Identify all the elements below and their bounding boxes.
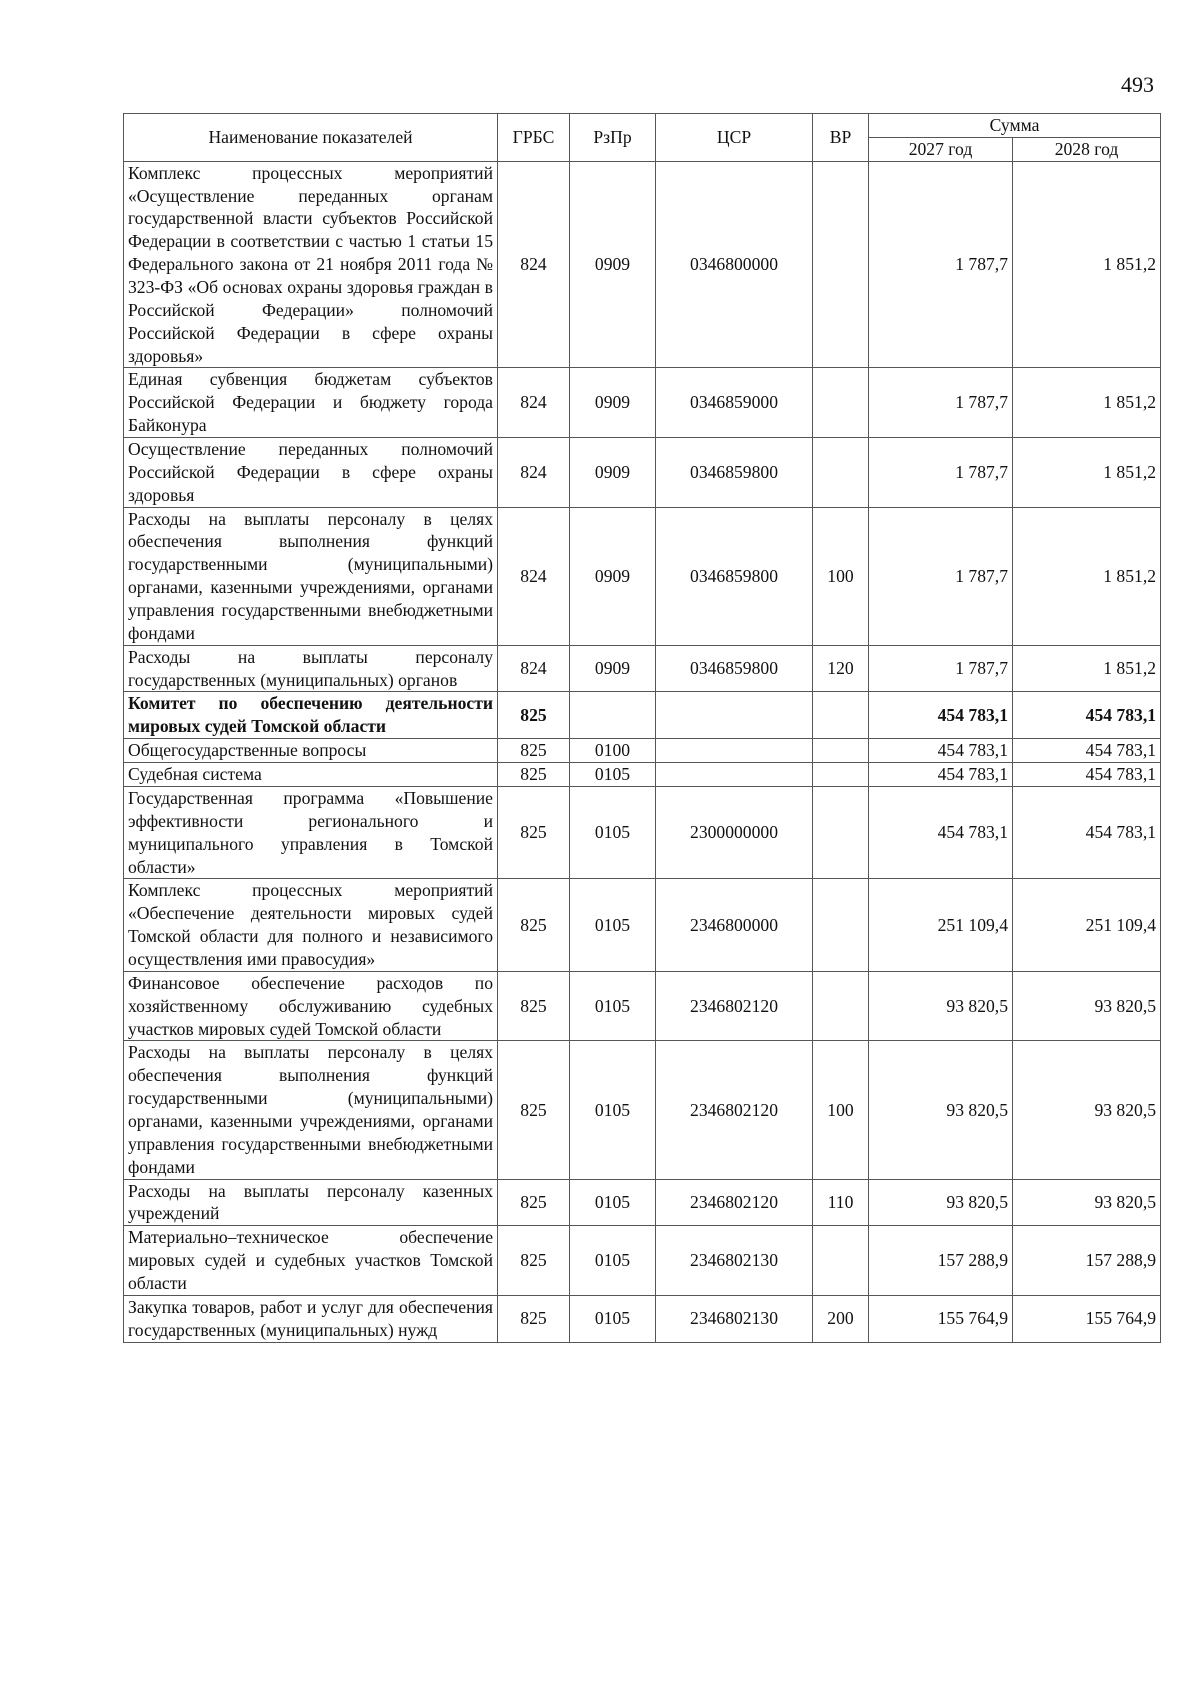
cell-sum-2027: 454 783,1 [869, 692, 1013, 739]
table-row [124, 161, 1161, 368]
cell-sum-2028: 93 820,5 [1013, 1179, 1161, 1226]
cell-rzpr: 0909 [570, 645, 656, 692]
table-body [124, 161, 1161, 1342]
cell-sum-2027: 454 783,1 [869, 786, 1013, 878]
cell-vr [813, 438, 869, 508]
cell-sum-2027: 1 787,7 [869, 161, 1013, 368]
header-row [124, 114, 1161, 138]
cell-rzpr: 0909 [570, 438, 656, 508]
cell-sum-2028: 1 851,2 [1013, 645, 1161, 692]
cell-csr [656, 692, 813, 739]
cell-csr: 0346800000 [656, 161, 813, 368]
cell-sum-2027: 93 820,5 [869, 1179, 1013, 1226]
table-row [124, 971, 1161, 1041]
cell-csr: 0346859000 [656, 368, 813, 438]
cell-sum-2027: 1 787,7 [869, 438, 1013, 508]
cell-sum-2028: 93 820,5 [1013, 971, 1161, 1041]
cell-grbs: 825 [498, 692, 570, 739]
header-name: Наименование показателей [124, 114, 498, 162]
header-grbs: ГРБС [498, 114, 570, 162]
header-csr: ЦСР [656, 114, 813, 162]
cell-grbs: 824 [498, 507, 570, 645]
cell-rzpr: 0105 [570, 786, 656, 878]
cell-name: Общегосударственные вопросы [124, 739, 498, 763]
cell-sum-2027: 1 787,7 [869, 645, 1013, 692]
cell-sum-2028: 155 764,9 [1013, 1295, 1161, 1342]
cell-sum-2027: 1 787,7 [869, 368, 1013, 438]
cell-name: Расходы на выплаты персоналу в целях обеспечения выполнения функций государственными (муниципальными) органами, казенными учреждениями, органами управления государственными внебюджетными фондами [124, 1041, 498, 1179]
cell-sum-2028: 454 783,1 [1013, 739, 1161, 763]
cell-sum-2028: 251 109,4 [1013, 879, 1161, 971]
cell-name: Комитет по обеспечению деятельности мировых судей Томской области [124, 692, 498, 739]
cell-sum-2027: 454 783,1 [869, 739, 1013, 763]
cell-grbs: 824 [498, 438, 570, 508]
header-year-2027: 2027 год [869, 137, 1013, 161]
table-row [124, 438, 1161, 508]
cell-grbs: 825 [498, 971, 570, 1041]
cell-vr [813, 692, 869, 739]
cell-vr: 120 [813, 645, 869, 692]
cell-rzpr: 0105 [570, 879, 656, 971]
table-row [124, 763, 1161, 787]
cell-rzpr: 0909 [570, 161, 656, 368]
cell-rzpr: 0105 [570, 1179, 656, 1226]
cell-vr: 100 [813, 1041, 869, 1179]
cell-vr: 110 [813, 1179, 869, 1226]
cell-grbs: 825 [498, 786, 570, 878]
header-year-2028: 2028 год [1013, 137, 1161, 161]
cell-csr [656, 739, 813, 763]
table-row [124, 507, 1161, 645]
cell-csr: 2346802130 [656, 1226, 813, 1296]
cell-sum-2028: 157 288,9 [1013, 1226, 1161, 1296]
header-rzpr: РзПр [570, 114, 656, 162]
cell-vr [813, 879, 869, 971]
cell-grbs: 825 [498, 1179, 570, 1226]
cell-sum-2028: 1 851,2 [1013, 368, 1161, 438]
table-row [124, 692, 1161, 739]
cell-sum-2027: 155 764,9 [869, 1295, 1013, 1342]
table-row [124, 879, 1161, 971]
cell-name: Осуществление переданных полномочий Российской Федерации в сфере охраны здоровья [124, 438, 498, 508]
table-row [124, 1295, 1161, 1342]
table-row [124, 1226, 1161, 1296]
table-row [124, 368, 1161, 438]
cell-csr: 2346802120 [656, 971, 813, 1041]
cell-csr: 2346802130 [656, 1295, 813, 1342]
cell-name: Государственная программа «Повышение эффективности регионального и муниципального управления в Томской области» [124, 786, 498, 878]
budget-table [123, 113, 1161, 1343]
cell-sum-2027: 93 820,5 [869, 1041, 1013, 1179]
cell-vr: 200 [813, 1295, 869, 1342]
cell-csr: 0346859800 [656, 645, 813, 692]
table-row [124, 1041, 1161, 1179]
cell-name: Комплекс процессных мероприятий «Обеспечение деятельности мировых судей Томской области для полного и независимого осуществления ими правосудия» [124, 879, 498, 971]
cell-name: Закупка товаров, работ и услуг для обеспечения государственных (муниципальных) нужд [124, 1295, 498, 1342]
cell-grbs: 825 [498, 763, 570, 787]
cell-name: Расходы на выплаты персоналу в целях обеспечения выполнения функций государственными (муниципальными) органами, казенными учреждениями, органами управления государственными внебюджетными фондами [124, 507, 498, 645]
cell-rzpr: 0105 [570, 1226, 656, 1296]
cell-sum-2027: 1 787,7 [869, 507, 1013, 645]
header-vr: ВР [813, 114, 869, 162]
table-row [124, 739, 1161, 763]
table-row [124, 645, 1161, 692]
cell-grbs: 825 [498, 1041, 570, 1179]
cell-grbs: 824 [498, 161, 570, 368]
cell-sum-2028: 454 783,1 [1013, 692, 1161, 739]
cell-name: Судебная система [124, 763, 498, 787]
cell-name: Финансовое обеспечение расходов по хозяйственному обслуживанию судебных участков мировых судей Томской области [124, 971, 498, 1041]
cell-csr: 0346859800 [656, 507, 813, 645]
cell-rzpr [570, 692, 656, 739]
cell-name: Единая субвенция бюджетам субъектов Российской Федерации и бюджету города Байконура [124, 368, 498, 438]
cell-vr [813, 739, 869, 763]
cell-vr [813, 786, 869, 878]
cell-sum-2027: 157 288,9 [869, 1226, 1013, 1296]
cell-sum-2028: 454 783,1 [1013, 786, 1161, 878]
cell-rzpr: 0100 [570, 739, 656, 763]
cell-csr: 2300000000 [656, 786, 813, 878]
cell-vr [813, 971, 869, 1041]
cell-vr [813, 368, 869, 438]
cell-name: Материально–техническое обеспечение мировых судей и судебных участков Томской области [124, 1226, 498, 1296]
table-row [124, 1179, 1161, 1226]
header-sum: Сумма [869, 114, 1161, 138]
cell-grbs: 825 [498, 739, 570, 763]
table-row [124, 786, 1161, 878]
cell-name: Комплекс процессных мероприятий «Осуществление переданных органам государственной власти субъектов Российской Федерации в соответствии с частью 1 статьи 15 Федерального закона от 21 ноября 2011 года № 323-ФЗ «Об основах охраны здоровья граждан в Российской Федерации» полномочий Российской Федерации в сфере охраны здоровья» [124, 161, 498, 368]
cell-vr [813, 1226, 869, 1296]
cell-sum-2028: 93 820,5 [1013, 1041, 1161, 1179]
cell-grbs: 825 [498, 879, 570, 971]
cell-grbs: 824 [498, 368, 570, 438]
cell-sum-2028: 454 783,1 [1013, 763, 1161, 787]
cell-name: Расходы на выплаты персоналу государственных (муниципальных) органов [124, 645, 498, 692]
cell-csr: 2346802120 [656, 1179, 813, 1226]
cell-rzpr: 0909 [570, 368, 656, 438]
cell-sum-2028: 1 851,2 [1013, 161, 1161, 368]
cell-vr [813, 161, 869, 368]
cell-rzpr: 0105 [570, 1295, 656, 1342]
cell-csr: 0346859800 [656, 438, 813, 508]
cell-rzpr: 0105 [570, 763, 656, 787]
cell-sum-2027: 93 820,5 [869, 971, 1013, 1041]
cell-grbs: 825 [498, 1295, 570, 1342]
cell-sum-2027: 251 109,4 [869, 879, 1013, 971]
cell-sum-2028: 1 851,2 [1013, 438, 1161, 508]
cell-sum-2027: 454 783,1 [869, 763, 1013, 787]
cell-grbs: 825 [498, 1226, 570, 1296]
cell-vr [813, 763, 869, 787]
cell-sum-2028: 1 851,2 [1013, 507, 1161, 645]
cell-rzpr: 0105 [570, 971, 656, 1041]
cell-rzpr: 0105 [570, 1041, 656, 1179]
cell-rzpr: 0909 [570, 507, 656, 645]
cell-name: Расходы на выплаты персоналу казенных учреждений [124, 1179, 498, 1226]
cell-csr: 2346802120 [656, 1041, 813, 1179]
cell-grbs: 824 [498, 645, 570, 692]
cell-csr [656, 763, 813, 787]
cell-csr: 2346800000 [656, 879, 813, 971]
page-number: 493 [1121, 72, 1154, 97]
cell-vr: 100 [813, 507, 869, 645]
